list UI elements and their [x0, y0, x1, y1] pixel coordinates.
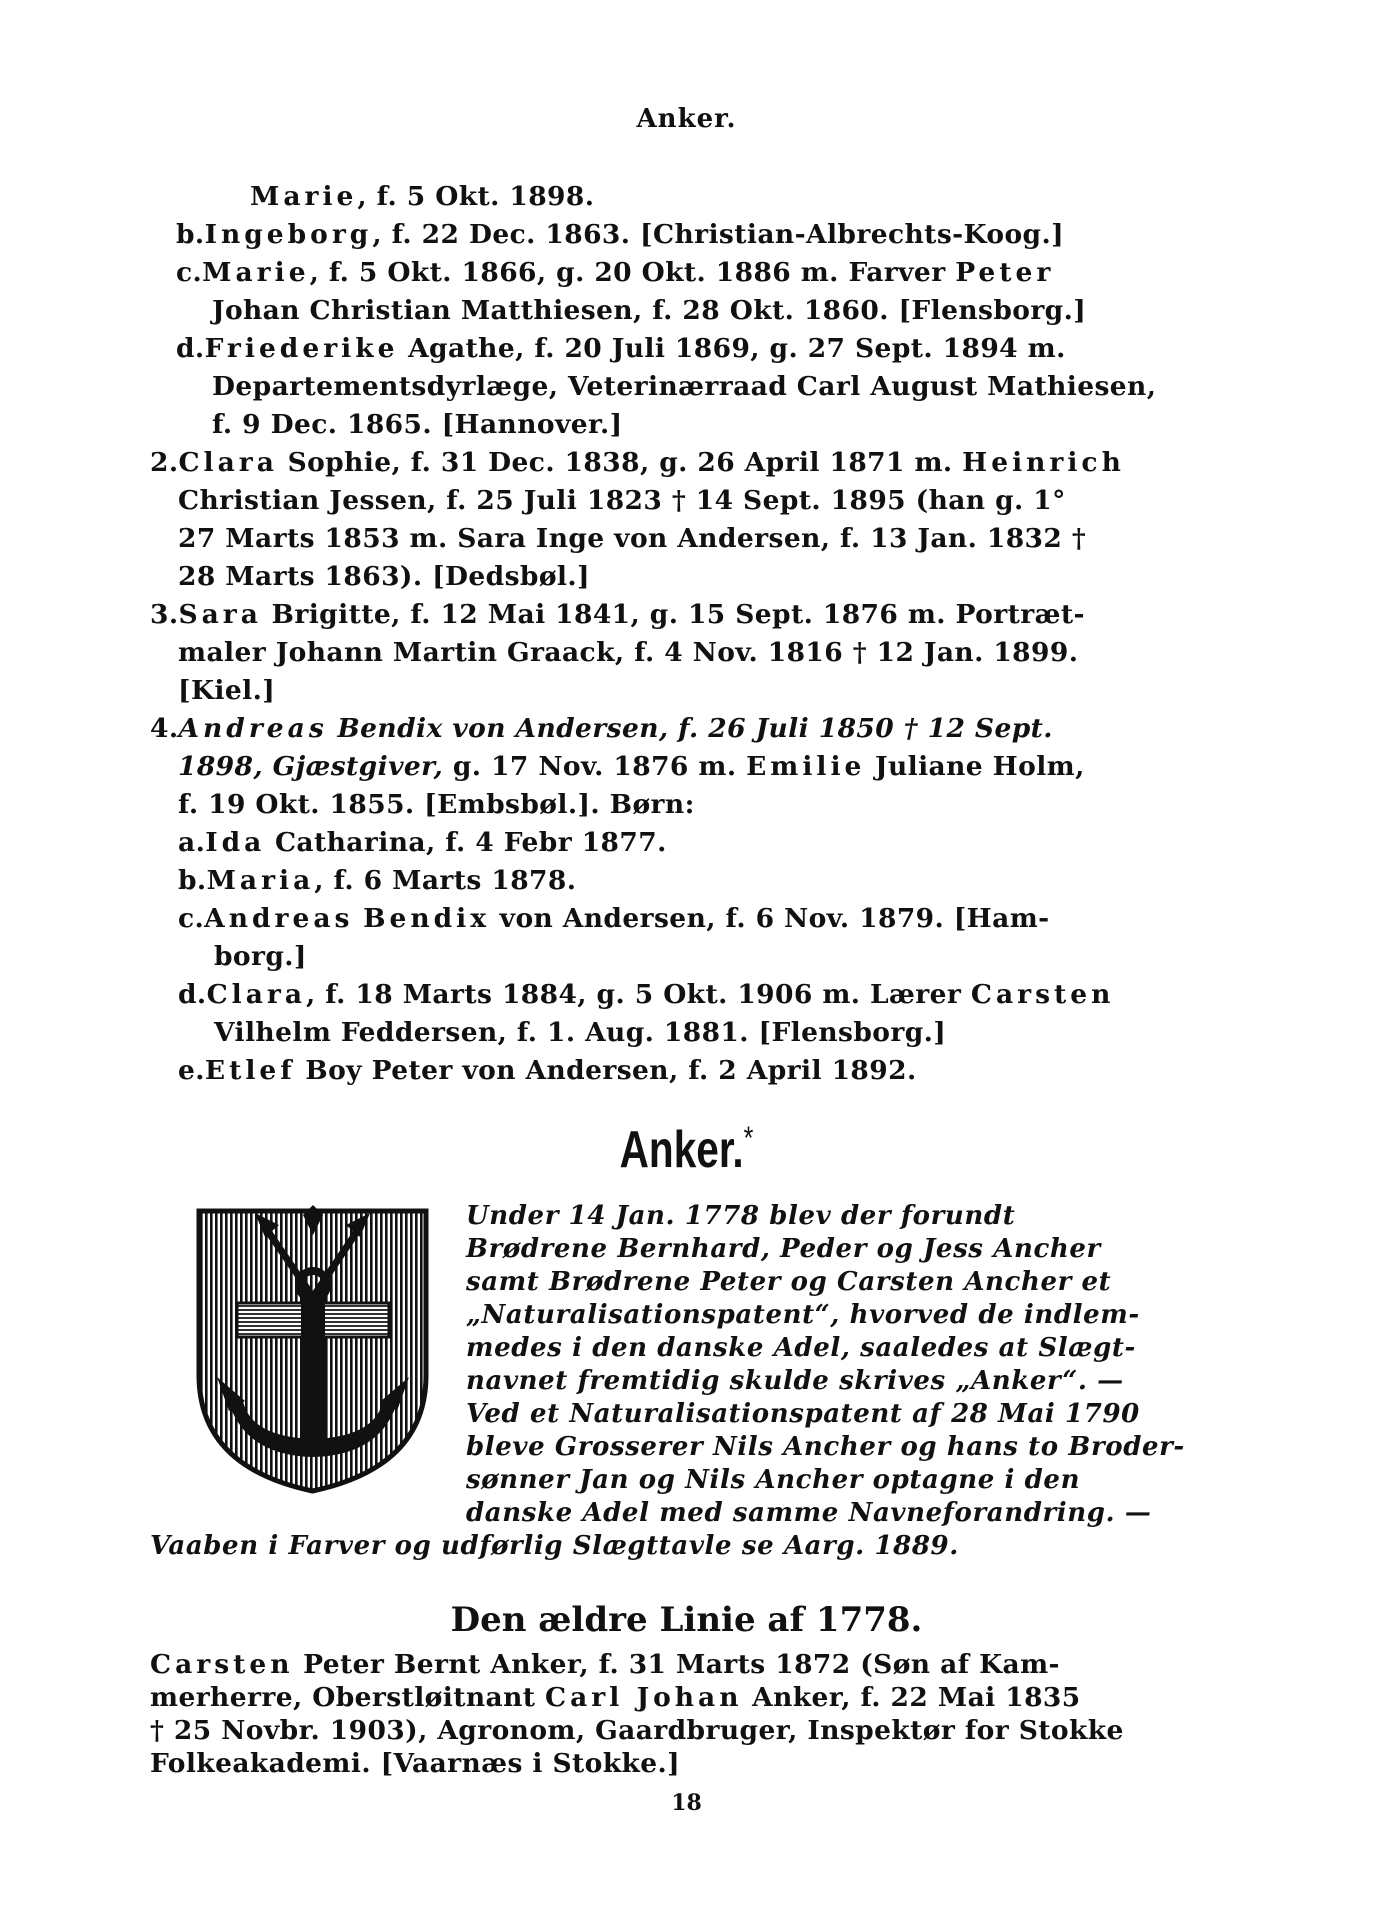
- text-run: Etlef: [204, 1055, 296, 1086]
- entry-line: [150, 710, 1230, 748]
- entry-line: [178, 1052, 1230, 1090]
- text-run: von Andersen, f. 6 Nov. 1879. [Ham-: [490, 903, 1050, 934]
- text-run: Friederike: [204, 333, 399, 364]
- text-run: b.: [176, 219, 205, 250]
- entry-line: [176, 330, 1230, 368]
- coat-of-arms-anchor-icon: [195, 1205, 430, 1495]
- text-run: Sophie, f. 31 Dec. 1838, g. 26 April 1871 m.: [277, 447, 963, 478]
- text-run: Sara: [178, 599, 262, 630]
- text-run: 27 Marts 1853 m. Sara Inge von Andersen, f. 13 Jan. 1832 †: [178, 523, 1087, 554]
- note-line: „Naturalisationspatent“, hvorved de indlem-: [466, 1300, 1140, 1330]
- section-title: [151, 1120, 1222, 1180]
- note-line: Vaaben i Farver og udførlig Slægttavle se Aarg. 1889.: [150, 1531, 959, 1561]
- text-run: c.: [178, 903, 205, 934]
- note-line: sønner Jan og Nils Ancher optagne i den: [466, 1465, 1081, 1495]
- entry-line: [178, 558, 1230, 596]
- entry-line: [212, 406, 1230, 444]
- text-run: , f. 5 Okt. 1866, g. 20 Okt. 1886 m. Farver: [309, 257, 956, 288]
- text-run: Marie: [202, 257, 310, 288]
- text-run: b.: [178, 865, 207, 896]
- text-run: , f. 6 Marts 1878.: [314, 865, 577, 896]
- text-run: d.: [176, 333, 205, 364]
- text-run: Heinrich: [962, 447, 1125, 478]
- text-run: Brigitte, f. 12 Mai 1841, g. 15 Sept. 1876 m. Portræt-: [261, 599, 1085, 630]
- text-run: g. 17 Nov. 1876 m.: [443, 751, 747, 782]
- text-run: Johan Christian Matthiesen, f. 28 Okt. 1860. [Flensborg.]: [212, 295, 1087, 326]
- text-run: Clara: [206, 979, 307, 1010]
- entry-line: [176, 216, 1230, 254]
- text-run: Folkeakademi. [Vaarnæs i Stokke.]: [150, 1748, 681, 1779]
- text-run: Ingeborg: [204, 219, 373, 250]
- entry-line: [178, 976, 1230, 1014]
- text-run: 3.: [150, 599, 179, 630]
- text-run: Vilhelm Feddersen, f. 1. Aug. 1881. [Flensborg.]: [214, 1017, 947, 1048]
- running-head: Anker.: [636, 104, 737, 134]
- text-run: Andreas: [204, 903, 354, 934]
- text-run: f. 9 Dec. 1865. [Hannover.]: [212, 409, 623, 440]
- text-run: maler Johann Martin Graack, f. 4 Nov. 1816 † 12 Jan. 1899.: [178, 637, 1079, 668]
- text-run: d.: [178, 979, 207, 1010]
- text-run: 1898, Gjæstgiver,: [178, 751, 444, 782]
- text-run: Boy Peter von Andersen, f. 2 April 1892.: [295, 1055, 917, 1086]
- entry-line: [176, 254, 1230, 292]
- lineage-line: [150, 1681, 1230, 1714]
- note-line: Ved et Naturalisationspatent af 28 Mai 1790: [466, 1399, 1140, 1429]
- entry-line: [150, 444, 1230, 482]
- section-title-mark: *: [743, 1120, 754, 1156]
- lineage-subheading: Den ældre Linie af 1778.: [450, 1600, 923, 1640]
- text-run: a.: [178, 827, 206, 858]
- lineage-line: [150, 1714, 1230, 1747]
- text-run: [353, 903, 363, 934]
- entry-line: [212, 292, 1230, 330]
- entry-line: [150, 596, 1230, 634]
- text-run: Departementsdyrlæge, Veterinærraad Carl August Mathiesen,: [212, 371, 1157, 402]
- text-run: 4.: [150, 713, 179, 744]
- lineage-line: [150, 1648, 1230, 1681]
- text-run: [Kiel.]: [178, 675, 276, 706]
- note-line: bleve Grosserer Nils Ancher og hans to Broder-: [466, 1432, 1185, 1462]
- text-run: Carl Johan: [545, 1682, 743, 1713]
- text-run: , f. 18 Marts 1884, g. 5 Okt. 1906 m. Lærer: [306, 979, 971, 1010]
- entry-line: [178, 900, 1230, 938]
- entry-line: [178, 520, 1230, 558]
- entry-line: [178, 672, 1230, 710]
- page-number: 18: [671, 1790, 702, 1816]
- note-line: samt Brødrene Peter og Carsten Ancher et: [466, 1267, 1112, 1297]
- lineage-line: [150, 1747, 1230, 1780]
- entry-line: [250, 178, 1230, 216]
- text-run: merherre, Oberstløitnant: [150, 1682, 546, 1713]
- text-run: Agathe, f. 20 Juli 1869, g. 27 Sept. 1894 m.: [398, 333, 1066, 364]
- entry-line: [178, 824, 1230, 862]
- entry-line: [178, 634, 1230, 672]
- entry-line: [178, 748, 1230, 786]
- text-run: Andreas: [178, 713, 328, 744]
- section-title-text: Anker.: [619, 1121, 744, 1179]
- text-run: Bendix von Andersen, f. 26 Juli 1850 † 12 Sept.: [327, 713, 1053, 744]
- text-run: Carsten: [970, 979, 1115, 1010]
- naturalisation-note: [150, 1200, 1226, 1563]
- note-line: Under 14 Jan. 1778 blev der forundt: [466, 1201, 1016, 1231]
- entry-line: [212, 368, 1230, 406]
- text-run: c.: [176, 257, 203, 288]
- text-run: 2.: [150, 447, 179, 478]
- text-run: , f. 5 Okt. 1898.: [357, 181, 595, 212]
- text-run: † 25 Novbr. 1903), Agronom, Gaardbruger, Inspektør for Stokke: [150, 1715, 1124, 1746]
- text-run: , f. 22 Dec. 1863. [Christian-Albrechts-Koog.]: [372, 219, 1065, 250]
- text-run: borg.]: [214, 941, 307, 972]
- genealogy-entries: [150, 178, 1230, 1090]
- entry-line: [214, 938, 1230, 976]
- note-line: medes i den danske Adel, saaledes at Slægt-: [466, 1333, 1136, 1363]
- text-run: Ida: [205, 827, 266, 858]
- text-run: Christian Jessen, f. 25 Juli 1823 † 14 Sept. 1895 (han g. 1°: [178, 485, 1066, 516]
- entry-line: [178, 482, 1230, 520]
- text-run: Anker, f. 22 Mai 1835: [742, 1682, 1081, 1713]
- text-run: Bendix: [363, 903, 491, 934]
- text-run: Carsten: [150, 1649, 294, 1680]
- text-run: Peter: [955, 257, 1055, 288]
- note-line: danske Adel med samme Navneforandring. —: [466, 1498, 1152, 1528]
- text-run: Clara: [178, 447, 278, 478]
- text-run: f. 19 Okt. 1855. [Embsbøl.]. Børn:: [178, 789, 695, 820]
- text-run: Emilie: [746, 751, 866, 782]
- lineage-entry: [150, 1648, 1230, 1780]
- note-line: navnet fremtidig skulde skrives „Anker“. —: [466, 1366, 1124, 1396]
- text-run: Marie: [250, 181, 358, 212]
- entry-line: [178, 862, 1230, 900]
- text-run: Maria: [206, 865, 315, 896]
- text-run: e.: [178, 1055, 205, 1086]
- text-run: Juliane Holm,: [865, 751, 1085, 782]
- note-line: Brødrene Bernhard, Peder og Jess Ancher: [466, 1234, 1101, 1264]
- text-run: 28 Marts 1863). [Dedsbøl.]: [178, 561, 590, 592]
- entry-line: [214, 1014, 1230, 1052]
- text-run: Peter Bernt Anker, f. 31 Marts 1872 (Søn af Kam-: [293, 1649, 1060, 1680]
- entry-line: [178, 786, 1230, 824]
- text-run: Catharina, f. 4 Febr 1877.: [265, 827, 667, 858]
